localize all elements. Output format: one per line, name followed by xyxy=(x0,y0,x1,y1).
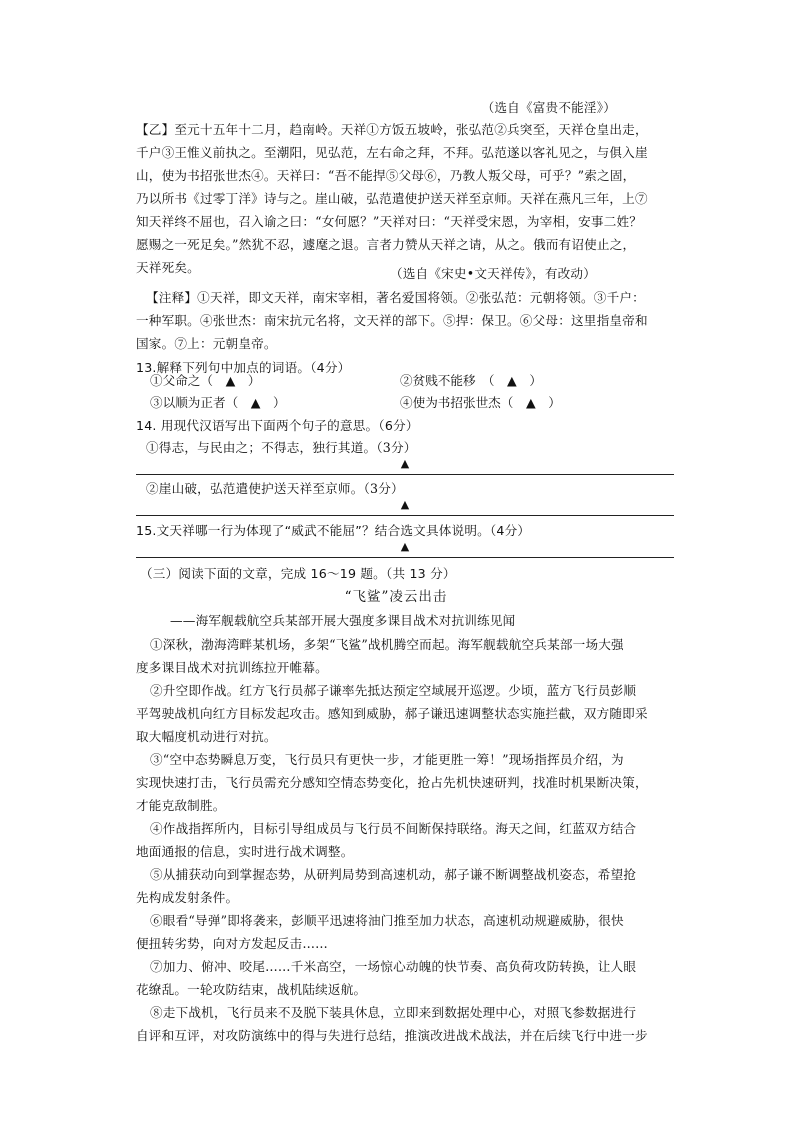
q13-item-4: ④使为书招张世杰（ ▲ ） xyxy=(400,395,561,410)
answer-line-14-2[interactable] xyxy=(136,497,674,516)
article-title: “飞鲨”凌云出击 xyxy=(344,589,448,605)
article-line: ⑤从捕获动向到掌握态势，从研判局势到高速机动，郝子谦不断调整战机姿态，希望抢 xyxy=(150,867,637,882)
answer-line-14-1[interactable] xyxy=(136,456,674,475)
passage-line: 天祥死矣。 xyxy=(136,260,200,275)
article-line: ⑧走下战机，飞行员来不及脱下装具休息，立即来到数据处理中心，对照飞参数据进行 xyxy=(150,1005,637,1020)
passage-line: 愿赐之一死足矣。”然犹不忍，遽麾之退。言者力赞从天祥之请，从之。俄而有诏使止之， xyxy=(136,237,636,252)
answer-mark: ▲ xyxy=(400,540,410,553)
q13-item-1: ①父命之（ ▲ ） xyxy=(150,373,261,388)
article-line: ④作战指挥所内，目标引导组成员与飞行员不间断保持联络。海天之间，红蓝双方结合 xyxy=(150,821,637,836)
article-line: ⑦加力、俯冲、咬尾……千米高空，一场惊心动魄的快节奏、高负荷攻防转换，让人眼 xyxy=(150,959,637,974)
article-line: ③“空中态势瞬息万变，飞行员只有更快一步，才能更胜一筹！”现场指挥员介绍，为 xyxy=(150,752,624,767)
passage-line: 千户③王惟义前执之。至潮阳，见弘范，左右命之拜，不拜。弘范遂以客礼见之，与俱入崖 xyxy=(136,145,648,160)
q14-sentence-1: ①得志，与民由之；不得志，独行其道。（3分） xyxy=(146,440,417,455)
article-subtitle: ——海军舰载航空兵某部开展大强度多课目战术对抗训练见闻 xyxy=(170,613,516,628)
annotation-line: 一种军职。④张世杰：南宋抗元名将，文天祥的部下。⑤捍：保卫。⑥父母：这里指皇帝和 xyxy=(136,313,648,328)
article-line: 取大幅度机动进行对抗。 xyxy=(136,729,277,744)
article-line: 花缭乱。一轮攻防结束，战机陆续返航。 xyxy=(136,982,367,997)
article-line: 便扭转劣势，向对方发起反击…… xyxy=(136,936,328,951)
answer-line-15[interactable] xyxy=(136,539,674,558)
question-14-stem: 14. 用现代汉语写出下面两个句子的意思。（6分） xyxy=(136,418,419,433)
q14-sentence-2: ②崖山破，弘范遣使护送天祥至京师。（3分） xyxy=(146,481,404,496)
passage-line: 知天祥终不屈也，召入谕之曰：“女何愿？”天祥对曰：“天祥受宋恩，为宰相，安事二姓？ xyxy=(136,214,643,229)
article-line: 实现快速打击，飞行员需充分感知空情态势变化，抢占先机快速研判，找准时机果断决策， xyxy=(136,775,648,790)
source-citation-2: （选自《宋史•文天祥传》，有改动） xyxy=(389,266,596,281)
source-citation-1: （选自《富贵不能淫》） xyxy=(481,100,616,115)
annotation-line: 【注释】①天祥，即文天祥，南宋宰相，著名爱国将领。②张弘范：元朝将领。③千户： xyxy=(146,290,645,305)
section-3-heading: （三）阅读下面的文章，完成 16～19 题。（共 13 分） xyxy=(140,566,456,581)
answer-mark: ▲ xyxy=(400,457,410,470)
article-line: ②升空即作战。红方飞行员郝子谦率先抵达预定空域展开巡逻。少顷，蓝方飞行员彭顺 xyxy=(150,683,637,698)
question-15-stem: 15.文天祥哪一行为体现了“威武不能屈”？结合选文具体说明。（4分） xyxy=(136,523,531,538)
passage-line: 乃以所书《过零丁洋》诗与之。崖山破，弘范遣使护送天祥至京师。天祥在燕凡三年，上⑦ xyxy=(136,191,648,206)
passage-line: 山，使为书招张世杰④。天祥曰：“吾不能捍⑤父母⑥，乃教人叛父母，可乎？”索之固， xyxy=(136,168,636,183)
article-line: 平驾驶战机向红方目标发起攻击。感知到威胁，郝子谦迅速调整状态实施拦截，双方随即采 xyxy=(136,706,648,721)
article-line: 先构成发射条件。 xyxy=(136,890,239,905)
article-line: 度多课目战术对抗训练拉开帷幕。 xyxy=(136,660,328,675)
answer-mark: ▲ xyxy=(400,498,410,511)
annotation-line: 国家。⑦上：元朝皇帝。 xyxy=(136,336,277,351)
q13-item-2: ②贫贱不能移 （ ▲ ） xyxy=(400,373,542,388)
article-line: 自评和互评，对攻防演练中的得与失进行总结，推演改进战术战法，并在后续飞行中进一步 xyxy=(136,1028,648,1043)
q13-item-3: ③以顺为正者（ ▲ ） xyxy=(150,395,286,410)
article-line: ①深秋，渤海湾畔某机场，多架“飞鲨”战机腾空而起。海军舰载航空兵某部一场大强 xyxy=(150,637,624,652)
question-13-stem: 13.解释下列句中加点的词语。（4分） xyxy=(136,360,351,375)
article-line: 地面通报的信息，实时进行战术调整。 xyxy=(136,844,354,859)
passage-line: 【乙】至元十五年十二月，趋南岭。天祥①方饭五坡岭，张弘范②兵突至，天祥仓皇出走， xyxy=(136,122,648,137)
article-line: ⑥眼看“导弹”即将袭来，彭顺平迅速将油门推至加力状态，高速机动规避威胁，很快 xyxy=(150,913,624,928)
article-line: 才能克敌制胜。 xyxy=(136,798,226,813)
